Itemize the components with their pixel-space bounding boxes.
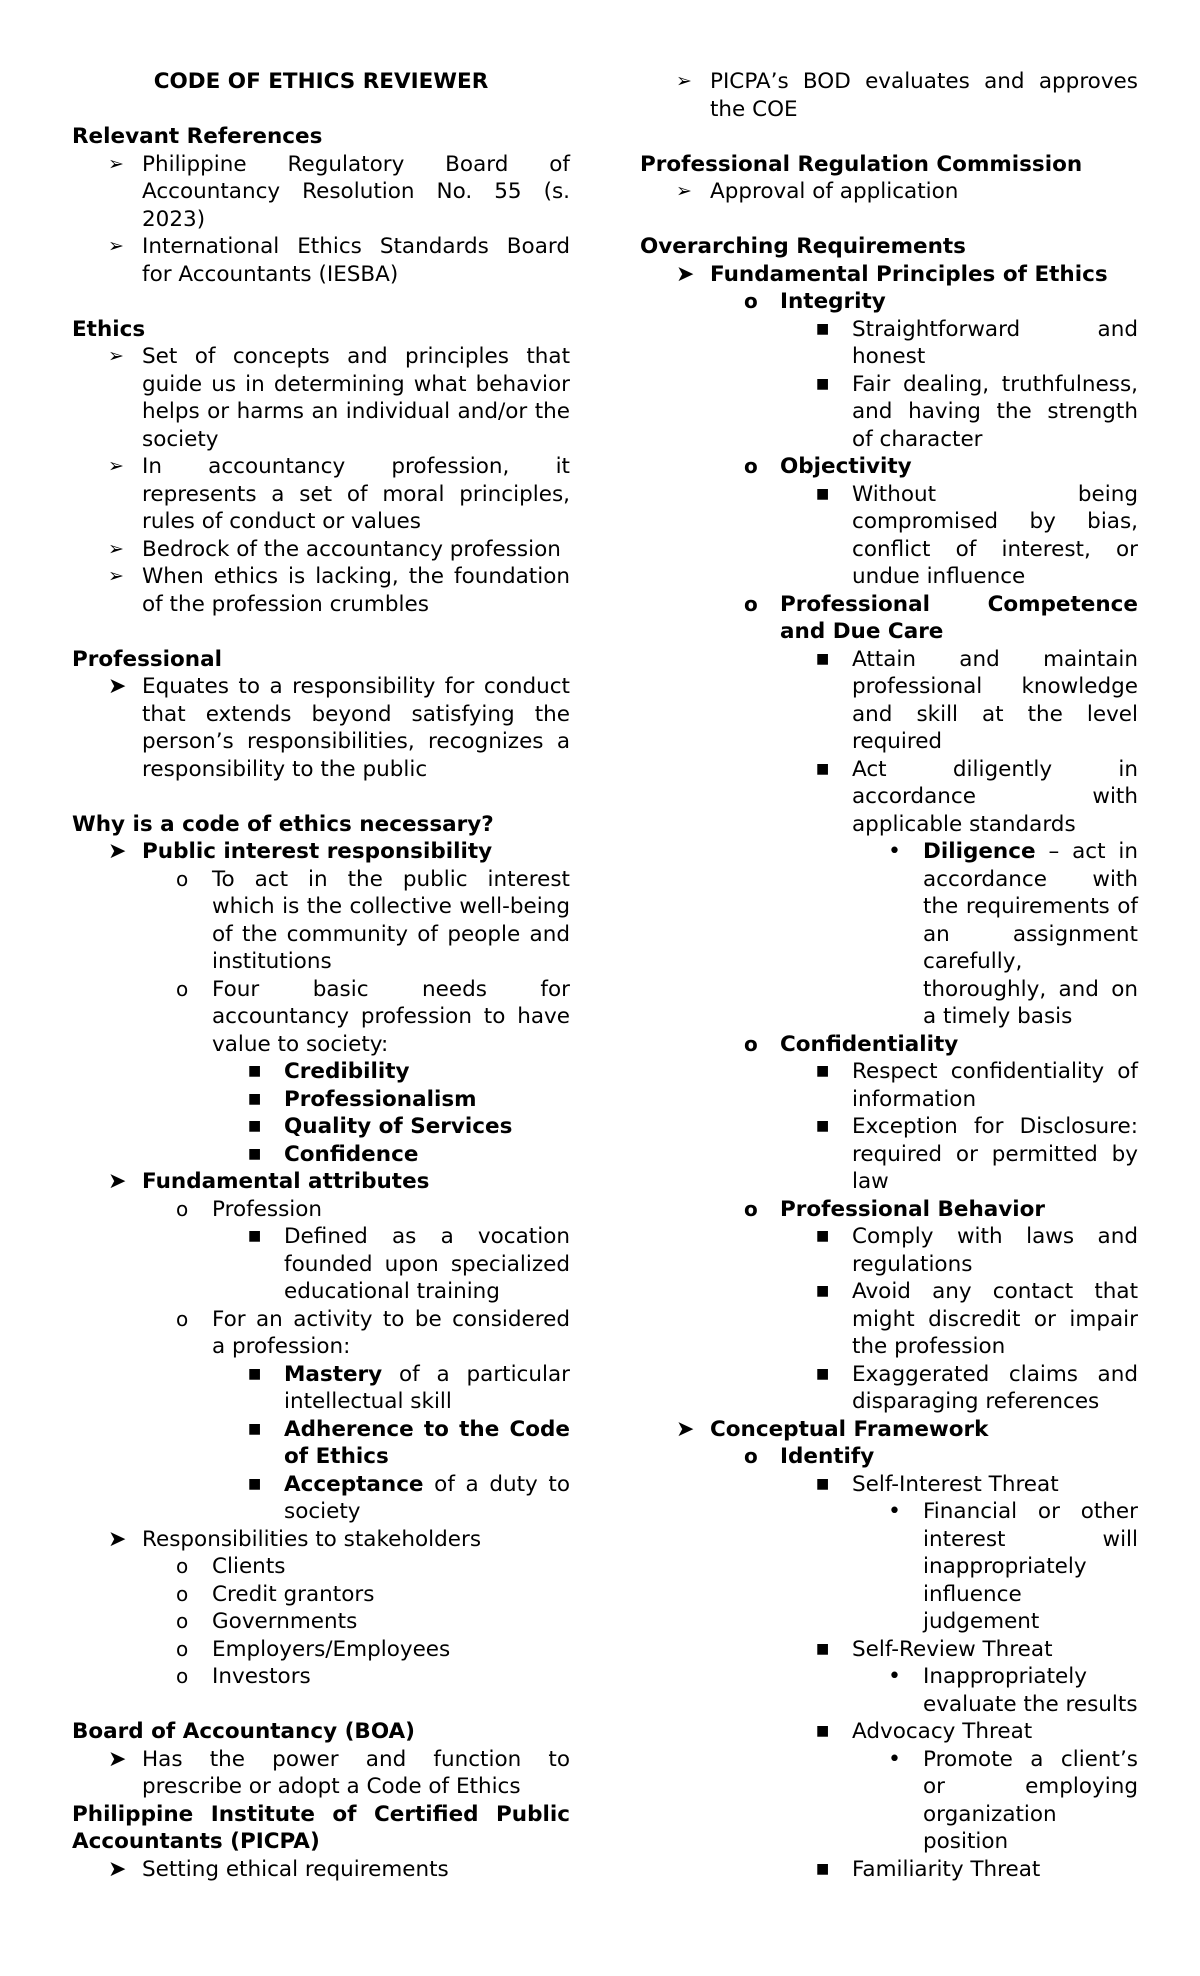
dot-bullet-icon: • <box>888 839 901 864</box>
arrowhead-bullet-icon: ➤ <box>108 839 127 864</box>
square-bullet-icon: ■ <box>816 320 830 337</box>
list-item: o For an activity to be considered a profession: <box>176 1306 570 1359</box>
list-item: ➤ Equates to a responsibility for conduct that extends beyond satisfying the person’s responsibilities, recognizes a responsibility to the public <box>108 674 570 782</box>
list-item: • Promote a client’s or employing organization position <box>888 1746 1138 1854</box>
list-item: ■ Defined as a vocation founded upon specialized educational training <box>248 1224 570 1304</box>
square-bullet-icon: ■ <box>816 1860 830 1877</box>
circle-bullet-icon: o <box>176 1664 189 1688</box>
dot-bullet-icon: • <box>888 1746 901 1772</box>
list-item: ■ Straightforward and honest <box>816 316 1138 369</box>
circle-bullet-icon: o <box>744 1444 758 1468</box>
list-item: ➢ International Ethics Standards Board for Accountants (IESBA) <box>108 234 570 287</box>
square-bullet-icon: ■ <box>816 1475 830 1492</box>
list-item: ■ Comply with laws and regulations <box>816 1224 1138 1277</box>
square-bullet-icon: ■ <box>816 1723 830 1739</box>
list-item: o Credit grantors <box>176 1581 375 1607</box>
list-item: o Four basic needs for accountancy profession to have value to society: <box>176 976 570 1057</box>
list-item: ■ Confidence <box>248 1141 419 1167</box>
list-item: ➤ Has the power and function to prescribe or adopt a Code of Ethics <box>108 1746 570 1799</box>
circle-bullet-icon: o <box>176 1609 189 1633</box>
circle-bullet-icon: o <box>176 1636 189 1661</box>
list-item: o Employers/Employees <box>176 1636 451 1662</box>
list-item: o Profession <box>176 1196 323 1222</box>
heading-ethics: Ethics <box>72 316 146 342</box>
list-item: o Confidentiality <box>744 1031 959 1057</box>
square-bullet-icon: ■ <box>816 375 830 392</box>
document-title: CODE OF ETHICS REVIEWER <box>153 69 489 94</box>
list-item: ➢ Approval of application <box>676 179 959 204</box>
circle-bullet-icon: o <box>176 976 189 1001</box>
list-item: o Governments <box>176 1609 358 1634</box>
list-item: • Financial or other interest will inappropriately influence judgement <box>888 1499 1138 1634</box>
list-item: ■ Mastery of a particular intellectual skill <box>248 1361 570 1414</box>
heading-why-code-of-ethics: Why is a code of ethics necessary? <box>72 811 494 837</box>
list-item: ■ Act diligently in accordance with applicable standards <box>816 756 1138 837</box>
square-bullet-icon: ■ <box>248 1145 262 1162</box>
dot-bullet-icon: • <box>888 1664 901 1689</box>
list-item: ➢ PICPA’s BOD evaluates and approves the COE <box>676 69 1138 122</box>
square-bullet-icon: ■ <box>816 485 830 502</box>
square-bullet-icon: ■ <box>816 1283 830 1299</box>
list-item: • Diligence – act in accordance with the requirements of an assignment carefully, thoroughly, and on a timely basis <box>888 839 1138 1029</box>
list-item: ■ Adherence to the Code of Ethics <box>248 1416 570 1469</box>
list-item: ■ Avoid any contact that might discredit or impair the profession <box>816 1279 1138 1359</box>
circle-bullet-icon: o <box>744 1196 758 1221</box>
circle-bullet-icon: o <box>744 289 758 313</box>
list-item: ■ Professionalism <box>248 1086 477 1112</box>
list-item: o Integrity <box>744 289 886 314</box>
arrow-bullet-icon: ➢ <box>108 565 124 587</box>
arrow-bullet-icon: ➢ <box>108 537 124 560</box>
square-bullet-icon: ■ <box>248 1475 262 1492</box>
square-bullet-icon: ■ <box>248 1063 262 1079</box>
list-item: o Identify <box>744 1444 875 1469</box>
arrowhead-bullet-icon: ➤ <box>108 674 127 699</box>
square-bullet-icon: ■ <box>816 1365 830 1382</box>
circle-bullet-icon: o <box>176 1306 189 1331</box>
list-item: ■ Fair dealing, truthfulness, and having the strength of character <box>816 371 1138 452</box>
circle-bullet-icon: o <box>744 454 758 478</box>
arrowhead-bullet-icon: ➤ <box>676 261 695 287</box>
circle-bullet-icon: o <box>744 1031 758 1056</box>
list-item: ■ Exaggerated claims and disparaging references <box>816 1361 1138 1414</box>
square-bullet-icon: ■ <box>248 1365 262 1382</box>
list-item: ➤ Conceptual Framework <box>676 1416 989 1442</box>
square-bullet-icon: ■ <box>816 1063 830 1079</box>
arrowhead-bullet-icon: ➤ <box>676 1416 695 1442</box>
list-item: o Investors <box>176 1664 311 1689</box>
list-item: • Inappropriately evaluate the results <box>888 1664 1138 1717</box>
square-bullet-icon: ■ <box>248 1228 262 1244</box>
arrow-bullet-icon: ➢ <box>108 235 124 257</box>
heading-picpa: Philippine Institute of Certified Public Accountants (PICPA) <box>72 1801 570 1854</box>
square-bullet-icon: ■ <box>816 650 830 667</box>
arrow-bullet-icon: ➢ <box>676 180 692 202</box>
heading-board-of-accountancy: Board of Accountancy (BOA) <box>72 1719 415 1744</box>
arrowhead-bullet-icon: ➤ <box>108 1856 127 1882</box>
circle-bullet-icon: o <box>176 1581 189 1606</box>
circle-bullet-icon: o <box>176 866 189 891</box>
square-bullet-icon: ■ <box>248 1090 262 1107</box>
list-item: ■ Exception for Disclosure: required or permitted by law <box>816 1114 1138 1194</box>
list-item: ■ Quality of Services <box>248 1114 513 1139</box>
circle-bullet-icon: o <box>176 1554 189 1578</box>
circle-bullet-icon: o <box>744 591 758 616</box>
list-item: ➤ Fundamental Principles of Ethics <box>676 261 1108 287</box>
list-item: ■ Advocacy Threat <box>816 1719 1033 1744</box>
square-bullet-icon: ■ <box>816 1118 830 1134</box>
square-bullet-icon: ■ <box>816 1640 830 1657</box>
list-item: ➢ Set of concepts and principles that guide us in determining what behavior helps or harms an individual and/or the society <box>108 344 570 452</box>
square-bullet-icon: ■ <box>248 1118 262 1134</box>
list-item: ➤ Setting ethical requirements <box>108 1856 449 1882</box>
square-bullet-icon: ■ <box>816 760 830 777</box>
list-item: ➤ Fundamental attributes <box>108 1169 430 1194</box>
list-item: ■ Familiarity Threat <box>816 1856 1041 1882</box>
list-item: ■ Without being compromised by bias, conflict of interest, or undue influence <box>816 481 1138 589</box>
list-item: ■ Self-Interest Threat <box>816 1471 1059 1497</box>
dot-bullet-icon: • <box>888 1499 901 1524</box>
list-item: ➢ When ethics is lacking, the foundation of the profession crumbles <box>108 564 570 617</box>
arrowhead-bullet-icon: ➤ <box>108 1169 127 1194</box>
arrow-bullet-icon: ➢ <box>108 345 124 367</box>
list-item: ➢ Bedrock of the accountancy profession <box>108 536 561 562</box>
arrow-bullet-icon: ➢ <box>108 455 124 477</box>
arrow-bullet-icon: ➢ <box>676 70 692 92</box>
list-item: ■ Attain and maintain professional knowledge and skill at the level required <box>816 646 1138 754</box>
list-item: o Objectivity <box>744 454 912 479</box>
arrowhead-bullet-icon: ➤ <box>108 1746 127 1772</box>
heading-prc: Professional Regulation Commission <box>640 151 1083 177</box>
list-item: ■ Acceptance of a duty to society <box>248 1471 570 1524</box>
list-item: o Professional Behavior <box>744 1196 1046 1222</box>
list-item: ➢ Philippine Regulatory Board of Accountancy Resolution No. 55 (s. 2023) <box>108 151 570 232</box>
heading-professional: Professional <box>72 646 222 672</box>
list-item: ■ Respect confidentiality of information <box>816 1059 1138 1112</box>
square-bullet-icon: ■ <box>816 1228 830 1244</box>
list-item: ■ Credibility <box>248 1059 410 1084</box>
arrowhead-bullet-icon: ➤ <box>108 1526 127 1552</box>
left-column <box>72 68 570 1883</box>
list-item: ➤ Public interest responsibility <box>108 839 493 864</box>
arrow-bullet-icon: ➢ <box>108 152 124 175</box>
heading-relevant-references: Relevant References <box>72 124 323 149</box>
circle-bullet-icon: o <box>176 1196 189 1221</box>
list-item: ➢ In accountancy profession, it represents a set of moral principles, rules of conduct or values <box>108 454 570 534</box>
heading-overarching-requirements: Overarching Requirements <box>640 234 966 259</box>
square-bullet-icon: ■ <box>248 1420 262 1437</box>
right-column <box>640 68 1138 1883</box>
list-item: ■ Self-Review Threat <box>816 1636 1053 1662</box>
list-item: o Clients <box>176 1554 286 1579</box>
list-item: o Professional Competence and Due Care <box>744 591 1138 644</box>
list-item: o To act in the public interest which is the collective well-being of the community of people and institutions <box>176 866 570 974</box>
list-item: ➤ Responsibilities to stakeholders <box>108 1526 482 1552</box>
